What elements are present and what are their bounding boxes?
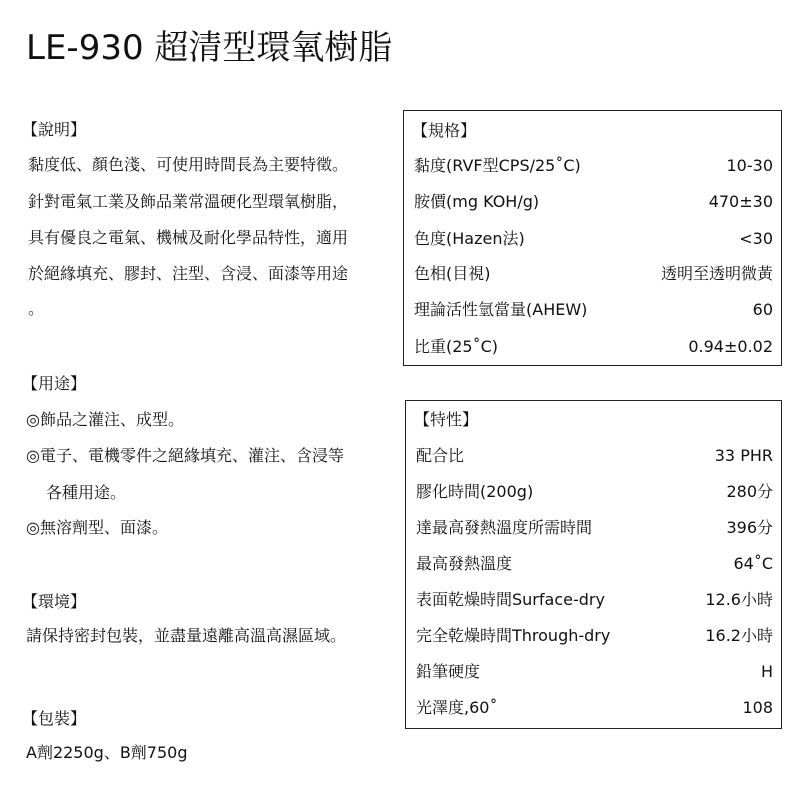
spec-label: 黏度(RVF型CPS/25˚C) <box>414 156 581 175</box>
table-row <box>416 554 773 574</box>
property-value: 280分 <box>726 482 773 501</box>
property-value: 108 <box>742 698 773 717</box>
description-line: 於絕緣填充、膠封、注型、含浸、面漆等用途 <box>28 264 349 283</box>
table-row <box>414 264 773 284</box>
usage-heading: 【用途】 <box>22 374 87 393</box>
table-row <box>416 518 773 538</box>
description-line: 具有優良之電氣、機械及耐化學品特性，適用 <box>28 228 349 247</box>
spec-value: 60 <box>752 300 773 319</box>
property-label: 達最高發熱溫度所需時間 <box>416 518 593 537</box>
packaging-heading: 【包裝】 <box>22 709 87 728</box>
description-line: 。 <box>28 299 45 318</box>
property-value: 396分 <box>726 518 773 537</box>
description-heading: 【說明】 <box>22 120 87 139</box>
specs-table <box>403 110 782 366</box>
property-label: 完全乾燥時間Through-dry <box>416 626 611 645</box>
table-row <box>416 698 773 718</box>
property-value: 16.2小時 <box>705 626 773 645</box>
spec-value: <30 <box>739 229 773 248</box>
property-label: 鉛筆硬度 <box>416 662 481 681</box>
property-value: 33 PHR <box>714 446 773 465</box>
usage-line: ◎電子、電機零件之絕緣填充、灌注、含浸等 <box>26 446 344 465</box>
spec-value: 透明至透明微黃 <box>660 264 773 283</box>
description-line: 針對電氣工業及飾品業常溫硬化型環氧樹脂， <box>28 192 349 211</box>
property-value: 12.6小時 <box>705 590 773 609</box>
description-line: 黏度低、顏色淺、可使用時間長為主要特徵。 <box>28 155 349 174</box>
product-title: LE-930 超清型環氧樹脂 <box>26 28 393 68</box>
table-row <box>416 626 773 646</box>
table-row <box>414 192 773 212</box>
property-label: 表面乾燥時間Surface-dry <box>416 590 605 609</box>
table-row <box>414 156 773 176</box>
table-row <box>416 482 773 502</box>
property-value: H <box>760 662 773 681</box>
packaging-line: A劑2250g、B劑750g <box>26 743 188 762</box>
usage-line: 各種用途。 <box>46 483 127 502</box>
specs-heading: 【規格】 <box>412 121 477 140</box>
usage-line: ◎無溶劑型、面漆。 <box>26 518 168 537</box>
property-value: 64˚C <box>733 554 773 573</box>
environment-line: 請保持密封包裝，並盡量遠離高溫高濕區域。 <box>26 626 347 645</box>
table-row <box>416 590 773 610</box>
property-label: 配合比 <box>416 446 465 465</box>
spec-label: 理論活性氫當量(AHEW) <box>414 300 588 319</box>
spec-value: 470±30 <box>708 192 773 211</box>
usage-line: ◎飾品之灌注、成型。 <box>26 410 184 429</box>
table-row <box>416 662 773 682</box>
table-row <box>414 300 773 320</box>
properties-table <box>405 400 782 729</box>
environment-heading: 【環境】 <box>22 592 87 611</box>
spec-value: 10-30 <box>726 156 773 175</box>
spec-label: 色相(目視) <box>414 264 491 283</box>
table-row <box>414 337 773 357</box>
table-row <box>414 229 773 249</box>
spec-value: 0.94±0.02 <box>688 337 773 356</box>
spec-label: 比重(25˚C) <box>414 337 499 356</box>
property-label: 最高發熱溫度 <box>416 554 513 573</box>
property-label: 光澤度,60˚ <box>416 698 498 717</box>
spec-label: 胺價(mg KOH/g) <box>414 192 540 211</box>
property-label: 膠化時間(200g) <box>416 482 534 501</box>
table-row <box>416 446 773 466</box>
properties-heading: 【特性】 <box>414 410 479 429</box>
spec-label: 色度(Hazen法) <box>414 229 525 248</box>
